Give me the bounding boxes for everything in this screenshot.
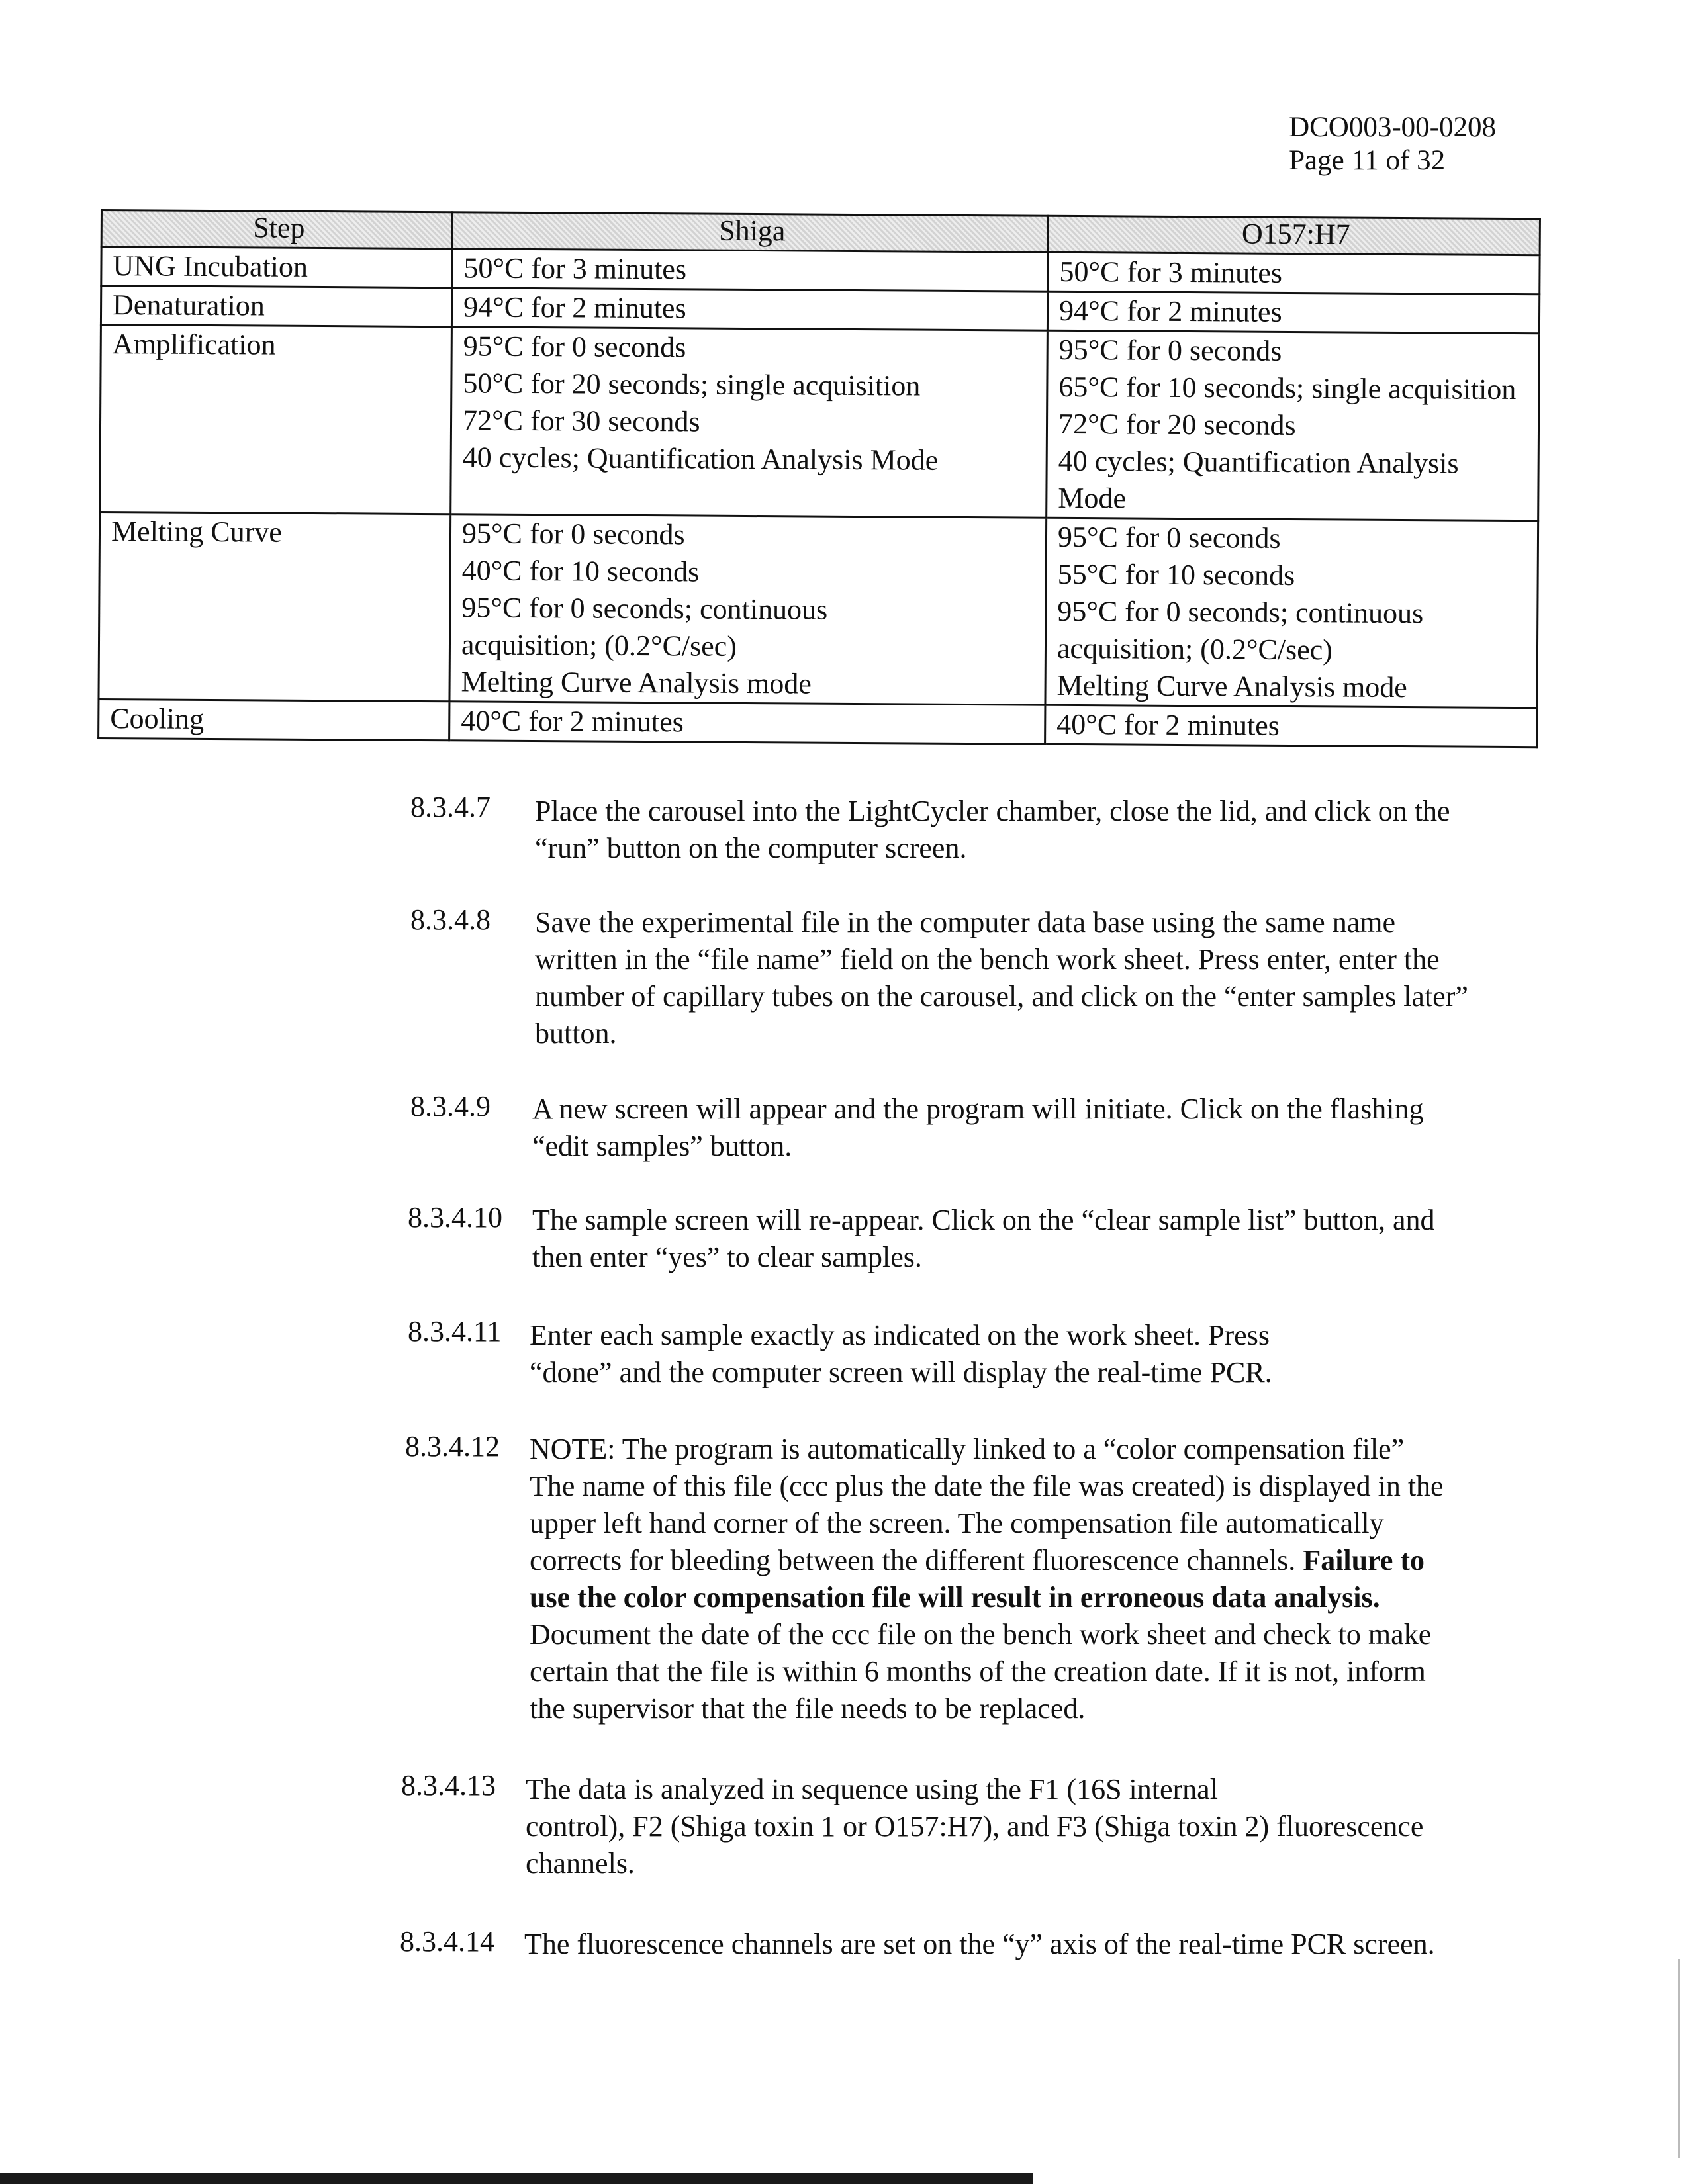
scan-bottom-bar xyxy=(0,2173,1033,2184)
cell-line: 55°C for 10 seconds xyxy=(1057,557,1295,592)
step-line: NOTE: The program is automatically linked to a “color compensation file” xyxy=(530,1433,1405,1465)
cell-line: 95°C for 0 seconds xyxy=(1057,520,1281,555)
step-number: 8.3.4.13 xyxy=(401,1769,496,1801)
shiga-cell xyxy=(451,288,1047,330)
page-number: Page 11 of 32 xyxy=(1289,145,1446,176)
column-header-step: Step xyxy=(101,210,452,249)
cell-line: 94°C for 2 minutes xyxy=(1058,294,1282,328)
cell-line: 50°C for 3 minutes xyxy=(463,251,687,286)
step-cell: Amplification xyxy=(100,325,452,514)
step-text xyxy=(530,1431,1444,1727)
step-line: Place the carousel into the LightCycler chamber, close the lid, and click on the xyxy=(535,795,1450,827)
cell-line: 40°C for 2 minutes xyxy=(461,704,684,739)
step-line: “done” and the computer screen will display the real-time PCR. xyxy=(530,1356,1272,1388)
step-text xyxy=(535,793,1450,867)
step-line: The sample screen will re-appear. Click on the “clear sample list” button, and xyxy=(532,1204,1435,1236)
step-line: then enter “yes” to clear samples. xyxy=(532,1241,922,1273)
step-number: 8.3.4.14 xyxy=(400,1925,494,1958)
shiga-cell xyxy=(451,327,1048,518)
cell-line: 95°C for 0 seconds xyxy=(461,517,685,551)
cell-line: 50°C for 3 minutes xyxy=(1059,255,1283,289)
o157-cell xyxy=(1045,518,1538,708)
step-line: written in the “file name” field on the bench work sheet. Press enter, enter the xyxy=(535,943,1440,976)
step-line: certain that the file is within 6 months of the creation date. If it is not, inform xyxy=(530,1655,1426,1688)
step-line: number of capillary tubes on the carousel, and click on the “enter samples later” xyxy=(535,980,1468,1013)
step-text xyxy=(526,1771,1423,1882)
step-cell: UNG Incubation xyxy=(101,247,452,288)
cell-line: acquisition; (0.2°C/sec) xyxy=(1056,631,1333,666)
step-line: The name of this file (ccc plus the date the file was created) is displayed in the xyxy=(530,1470,1444,1502)
step-text xyxy=(535,904,1468,1052)
step-line xyxy=(530,1579,1444,1616)
step-line: The fluorescence channels are set on the “y” axis of the real-time PCR screen. xyxy=(524,1928,1435,1960)
step-number: 8.3.4.12 xyxy=(405,1430,500,1463)
column-header-o157: O157:H7 xyxy=(1048,216,1540,255)
step-line xyxy=(530,1542,1444,1579)
step-number: 8.3.4.9 xyxy=(410,1090,491,1122)
step-text xyxy=(524,1926,1435,1963)
cell-line: 94°C for 2 minutes xyxy=(463,291,686,325)
step-cell: Denaturation xyxy=(101,286,451,327)
step-line: “edit samples” button. xyxy=(532,1130,792,1162)
table-row xyxy=(100,325,1540,521)
o157-cell xyxy=(1047,330,1540,521)
step-line: Document the date of the ccc file on the bench work sheet and check to make xyxy=(530,1618,1432,1651)
step-text xyxy=(530,1317,1272,1391)
pcr-program-table xyxy=(97,209,1541,748)
table-row xyxy=(99,699,1537,747)
step-line: button. xyxy=(535,1017,617,1050)
step-cell: Melting Curve xyxy=(99,512,451,702)
cell-line: 95°C for 0 seconds; continuous xyxy=(461,591,828,626)
cell-line: 72°C for 20 seconds xyxy=(1058,407,1296,442)
cell-line: 40 cycles; Quantification Analysis xyxy=(1058,444,1459,480)
cell-line: acquisition; (0.2°C/sec) xyxy=(461,628,737,662)
document-id: DCO003-00-0208 xyxy=(1289,112,1496,143)
step-line: Enter each sample exactly as indicated on the work sheet. Press xyxy=(530,1319,1270,1351)
step-text xyxy=(532,1202,1435,1276)
step-line: upper left hand corner of the screen. The compensation file automatically xyxy=(530,1507,1384,1539)
cell-line: 50°C for 20 seconds; single acquisition xyxy=(463,367,921,402)
step-number: 8.3.4.10 xyxy=(408,1201,502,1234)
warning-text: use the color compensation file will result in erroneous data analysis. xyxy=(530,1581,1380,1614)
cell-line: 40 cycles; Quantification Analysis Mode xyxy=(462,441,939,477)
cell-line: 95°C for 0 seconds xyxy=(1058,333,1282,367)
cell-line: Melting Curve Analysis mode xyxy=(1056,668,1407,704)
step-number: 8.3.4.7 xyxy=(410,791,491,823)
cell-line: 95°C for 0 seconds xyxy=(463,330,686,364)
shiga-cell xyxy=(449,702,1045,744)
shiga-cell xyxy=(452,249,1048,291)
step-line: “run” button on the computer screen. xyxy=(535,832,967,864)
warning-text: Failure to xyxy=(1303,1544,1425,1576)
step-cell: Cooling xyxy=(99,699,449,740)
o157-cell xyxy=(1047,291,1539,334)
document-header xyxy=(1289,111,1496,177)
step-line: control), F2 (Shiga toxin 1 or O157:H7), and F3 (Shiga toxin 2) fluorescence xyxy=(526,1810,1424,1843)
shiga-cell xyxy=(449,514,1047,705)
step-line: the supervisor that the file needs to be replaced. xyxy=(530,1692,1086,1725)
cell-line: 65°C for 10 seconds; single acquisition xyxy=(1058,370,1517,406)
cell-line: 72°C for 30 seconds xyxy=(462,404,700,438)
step-number: 8.3.4.11 xyxy=(408,1315,502,1347)
cell-line: 40°C for 10 seconds xyxy=(461,554,700,588)
step-line: A new screen will appear and the program will initiate. Click on the flashing xyxy=(532,1093,1424,1125)
step-text xyxy=(532,1091,1424,1165)
o157-cell xyxy=(1045,705,1537,747)
cell-line: 95°C for 0 seconds; continuous xyxy=(1057,594,1424,630)
table-row xyxy=(99,512,1538,708)
step-line-text: corrects for bleeding between the different fluorescence channels. xyxy=(530,1544,1296,1576)
scan-edge-mark xyxy=(1678,1959,1680,2158)
cell-line: Mode xyxy=(1058,481,1127,515)
step-line: The data is analyzed in sequence using the F1 (16S internal xyxy=(526,1773,1218,1805)
step-number: 8.3.4.8 xyxy=(410,903,491,936)
step-line: Save the experimental file in the computer data base using the same name xyxy=(535,906,1395,938)
cell-line: Melting Curve Analysis mode xyxy=(461,665,812,700)
step-line: channels. xyxy=(526,1847,635,1880)
column-header-shiga: Shiga xyxy=(452,212,1048,252)
cell-line: 40°C for 2 minutes xyxy=(1056,707,1280,742)
o157-cell xyxy=(1048,252,1540,295)
